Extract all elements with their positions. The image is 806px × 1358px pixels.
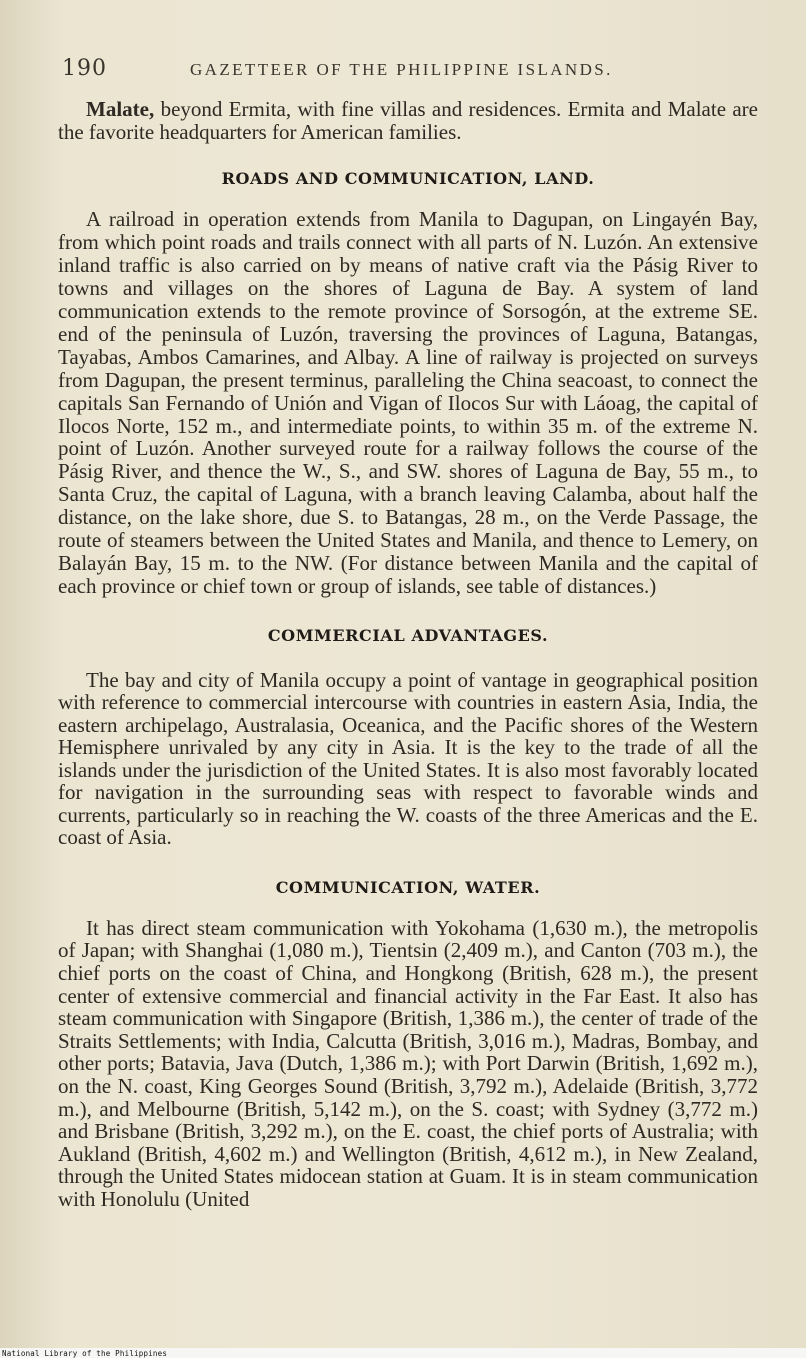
section-heading-water: COMMUNICATION, WATER. [275, 877, 541, 897]
section-body-commercial: The bay and city of Manila occupy a point of vantage in geographical position with reference to commercial intercourse with countries in eastern Asia, India, the eastern archipelago, Australasia, Oceanica, and the Pacific shores of the Western Hemisphere unrivaled by any city in Asia. It is the key to the trade of all the islands under the jurisdiction of the United States. It is also most favorably located for navigation in the surrounding seas with respect to favorable winds and currents, particularly so in reaching the W. coasts of the three Americas and the E. coast of Asia. [58, 667, 758, 850]
library-credit: National Library of the Philippines [2, 1349, 168, 1358]
page-content [58, 98, 758, 1211]
malate-paragraph [58, 98, 758, 143]
running-title: GAZETTEER OF THE PHILIPPINE ISLANDS. [190, 60, 613, 79]
section-heading-roads: ROADS AND COMMUNICATION, LAND. [221, 169, 595, 189]
section-heading-commercial: COMMERCIAL ADVANTAGES. [267, 625, 549, 645]
section-body-roads: A railroad in operation extends from Manila to Dagupan, on Lingayén Bay, from which point roads and trails connect with all parts of N. Luzón. An extensive inland traffic is also carried on by means of native craft via the Pásig River to towns and villages on the shores of Laguna de Bay. A system of land communication extends to the remote province of Sorsogón, at the extreme SE. end of the peninsula of Luzón, traversing the provinces of Laguna, Batangas, Tayabas, Ambos Camarines, and Albay. A line of railway is projected on surveys from Dagupan, the present terminus, paralleling the China seacoast, to connect the capitals San Fernando of Unión and Vigan of Ilocos Sur with Láoag, the capital of Ilocos Norte, 152 m., and intermediate points, to within 35 m. of the extreme N. point of Luzón. Another surveyed route for a railway follows the course of the Pásig River, and thence the W., S., and SW. shores of Laguna de Bay, 55 m., to Santa Cruz, the capital of Laguna, with a branch leaving Calamba, about half the distance, on the lake shore, due S. to Batangas, 28 m., on the Verde Passage, the route of steamers between the United States and Manila, and thence to Lemery, on Balayán Bay, 15 m. to the NW. (For distance between Manila and the capital of each province or chief town or group of islands, see table of distances.) [58, 207, 758, 598]
malate-lead-word: Malate, [86, 97, 155, 121]
malate-text: beyond Ermita, with fine villas and residences. Ermita and Malate are the favorite headquarters for American families. [58, 97, 758, 144]
page-number: 190 [62, 56, 107, 81]
running-head [62, 56, 766, 86]
section-body-water: It has direct steam communication with Yokohama (1,630 m.), the metropolis of Japan; with Shanghai (1,080 m.), Tientsin (2,409 m.), and Canton (703 m.), the chief ports on the coast of China, and Hongkong (British, 628 m.), the present center of extensive commercial and financial activity in the Far East. It also has steam communication with Singapore (British, 1,386 m.), the center of trade of the Straits Settlements; with India, Calcutta (British, 3,016 m.), Madras, Bombay, and other ports; Batavia, Java (Dutch, 1,386 m.); with Port Darwin (British, 1,692 m.), on the N. coast, King Georges Sound (British, 3,792 m.), Adelaide (British, 3,772 m.), and Melbourne (British, 5,142 m.), on the S. coast; with Sydney (3,772 m.) and Brisbane (British, 3,292 m.), on the E. coast, the chief ports of Australia; with Aukland (British, 4,602 m.) and Wellington (British, 4,612 m.), in New Zealand, through the United States midocean station at Guam. It is in steam communication with Honolulu (United [58, 915, 758, 1211]
